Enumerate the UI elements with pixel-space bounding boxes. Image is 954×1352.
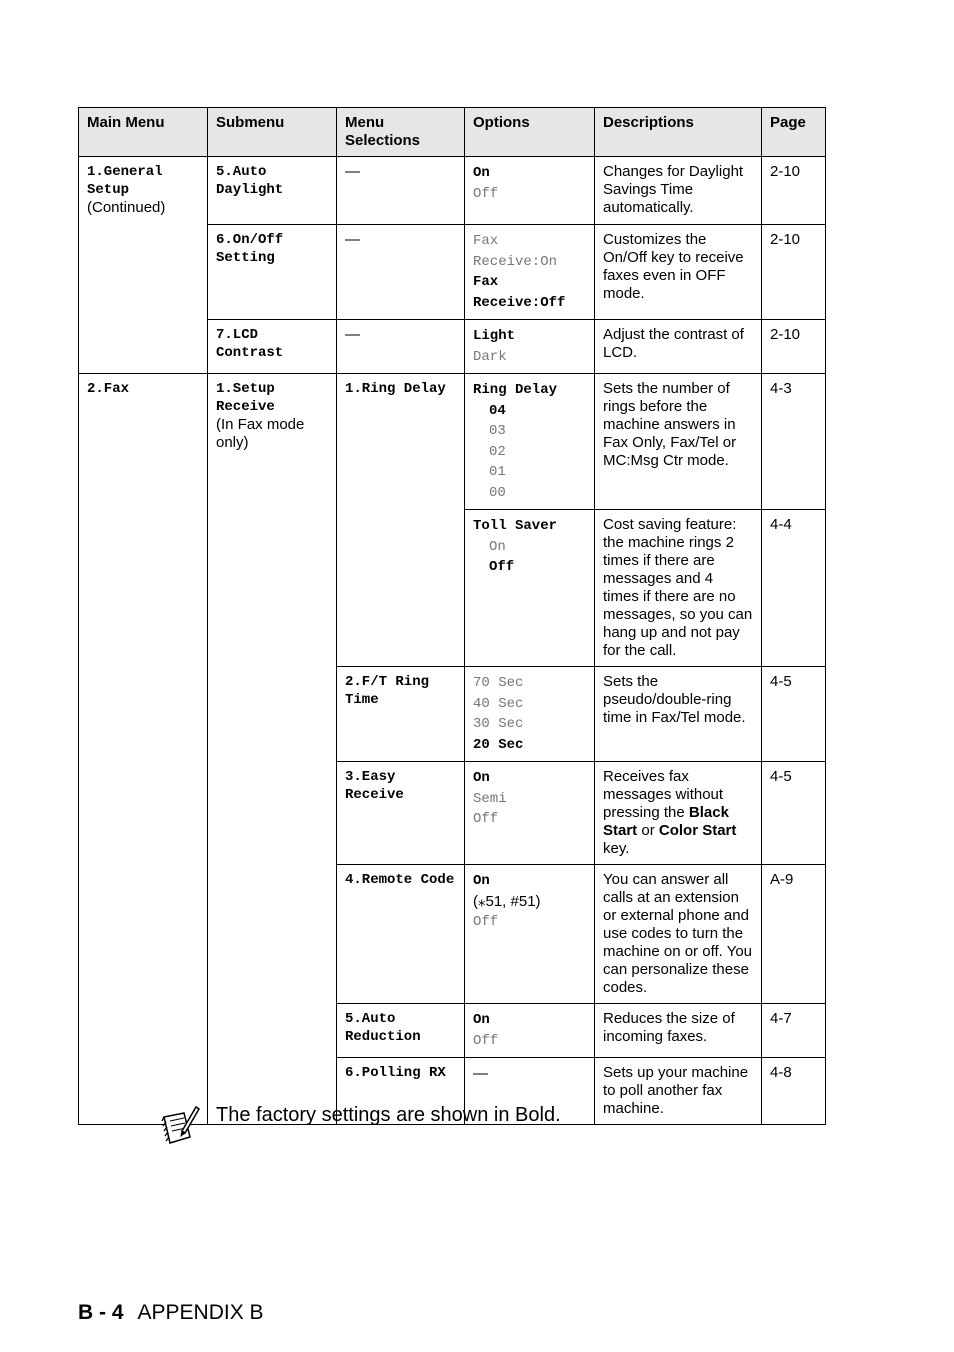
option-value: 03	[489, 423, 506, 439]
section-title: APPENDIX B	[137, 1301, 264, 1324]
description: You can answer all calls at an extension or external phone and use codes to turn the machine on or off. You can personalize these codes.	[595, 865, 762, 1004]
submenu-label: 5.Auto Daylight	[216, 164, 284, 198]
description: Reduces the size of incoming faxes.	[595, 1004, 762, 1058]
option-value: Fax	[473, 233, 499, 249]
description: Sets the pseudo/double-ring time in Fax/Tel mode.	[595, 667, 762, 762]
selection-label: —	[345, 326, 360, 343]
option-value: 20 Sec	[473, 736, 524, 753]
main-menu-label: 2.Fax	[87, 381, 130, 397]
description-text: or	[637, 822, 659, 839]
option-value: Semi	[473, 790, 507, 807]
option-value: On	[473, 165, 490, 181]
note-text: The factory settings are shown in Bold.	[216, 1104, 561, 1126]
submenu-label: 6.On/Off Setting	[216, 232, 284, 266]
option-value: 40 Sec	[473, 695, 524, 712]
header-page: Page	[762, 108, 826, 157]
page-ref: 4-4	[762, 510, 826, 667]
option-value: Off	[473, 914, 499, 930]
description: Adjust the contrast of LCD.	[595, 320, 762, 374]
header-options: Options	[465, 108, 595, 157]
option-value: Off	[473, 811, 499, 827]
option-value: Receive:Off	[473, 294, 566, 311]
header-submenu: Submenu	[208, 108, 337, 157]
option-heading: Toll Saver	[473, 518, 558, 534]
table-row	[79, 374, 826, 510]
description: Sets up your machine to poll another fax machine.	[595, 1058, 762, 1125]
selection-label: —	[345, 163, 360, 180]
table-row	[79, 157, 826, 225]
option-value: Fax	[473, 274, 499, 290]
page-ref: 2-10	[762, 320, 826, 374]
option-value: On	[473, 770, 490, 786]
header-menu-selections: Menu Selections	[337, 108, 465, 157]
page-footer	[78, 1300, 264, 1326]
option-value: Dark	[473, 348, 507, 365]
submenu-setup-receive	[208, 374, 337, 1125]
description-text: key.	[603, 840, 630, 857]
option-value: On	[473, 873, 490, 889]
description: Changes for Daylight Savings Time automatically.	[595, 157, 762, 225]
options-cell	[465, 320, 595, 374]
option-value: Off	[489, 559, 515, 575]
option-value: Light	[473, 328, 516, 344]
option-heading: Ring Delay	[473, 382, 558, 398]
options-cell	[465, 374, 595, 510]
selection-label: 4.Remote Code	[345, 872, 455, 888]
page-number: B - 4	[78, 1301, 124, 1324]
description	[595, 762, 762, 865]
option-value: 02	[489, 443, 506, 460]
description-text: Receives fax messages without pressing the	[603, 768, 724, 821]
options-cell	[465, 225, 595, 320]
option-value: —	[473, 1065, 488, 1082]
options-cell	[465, 865, 595, 1004]
header-descriptions: Descriptions	[595, 108, 762, 157]
option-value: Receive:On	[473, 253, 558, 270]
option-value: (⁎51, #51)	[473, 892, 541, 910]
page-ref: 4-8	[762, 1058, 826, 1125]
menu-table	[78, 107, 826, 1125]
main-menu-fax	[79, 374, 208, 1125]
options-cell	[465, 157, 595, 225]
option-value: Off	[473, 1032, 499, 1049]
black-start-key-label: Black Start	[603, 804, 729, 839]
description: Customizes the On/Off key to receive faxes even in OFF mode.	[595, 225, 762, 320]
options-cell	[465, 510, 595, 667]
page-ref: 2-10	[762, 225, 826, 320]
color-start-key-label: Color Start	[658, 822, 737, 839]
page-ref: 4-7	[762, 1004, 826, 1058]
option-value: On	[489, 538, 506, 555]
header-row	[79, 108, 826, 157]
option-value: 70 Sec	[473, 675, 524, 691]
option-value: Off	[473, 185, 499, 202]
submenu-label: 7.LCD Contrast	[216, 327, 284, 361]
page-ref: A-9	[762, 865, 826, 1004]
description: Cost saving feature: the machine rings 2 times if there are messages and 4 times if there are no messages, so you can hang up and not pay for the call.	[595, 510, 762, 667]
submenu-note: (In Fax mode only)	[216, 416, 305, 451]
selection-label: —	[345, 231, 360, 248]
selection-label: 2.F/T Ring Time	[345, 674, 430, 708]
note-pencil-icon	[160, 1103, 200, 1145]
options-cell	[465, 667, 595, 762]
main-menu-continued: (Continued)	[87, 199, 166, 216]
option-value: 04	[489, 402, 506, 419]
page-ref: 4-5	[762, 762, 826, 865]
selection-label: 3.Easy Receive	[345, 769, 404, 803]
option-value: On	[473, 1012, 490, 1028]
options-cell	[465, 762, 595, 865]
options-cell	[465, 1004, 595, 1058]
header-main-menu: Main Menu	[79, 108, 208, 157]
selection-label: 6.Polling RX	[345, 1065, 446, 1081]
page-ref: 2-10	[762, 157, 826, 225]
selection-label: 5.Auto Reduction	[345, 1011, 421, 1045]
main-menu-label: 1.General Setup	[87, 164, 163, 198]
description: Sets the number of rings before the machine answers in Fax Only, Fax/Tel or MC:Msg Ctr mode.	[595, 374, 762, 510]
selection-cell	[337, 374, 465, 667]
page-ref: 4-3	[762, 374, 826, 510]
option-value: 30 Sec	[473, 716, 524, 732]
main-menu-general	[79, 157, 208, 374]
option-value: 00	[489, 484, 506, 501]
option-value: 01	[489, 464, 506, 480]
selection-label: 1.Ring Delay	[345, 381, 446, 397]
submenu-label: 1.Setup Receive	[216, 381, 275, 415]
factory-settings-note	[160, 1103, 660, 1147]
page-ref: 4-5	[762, 667, 826, 762]
